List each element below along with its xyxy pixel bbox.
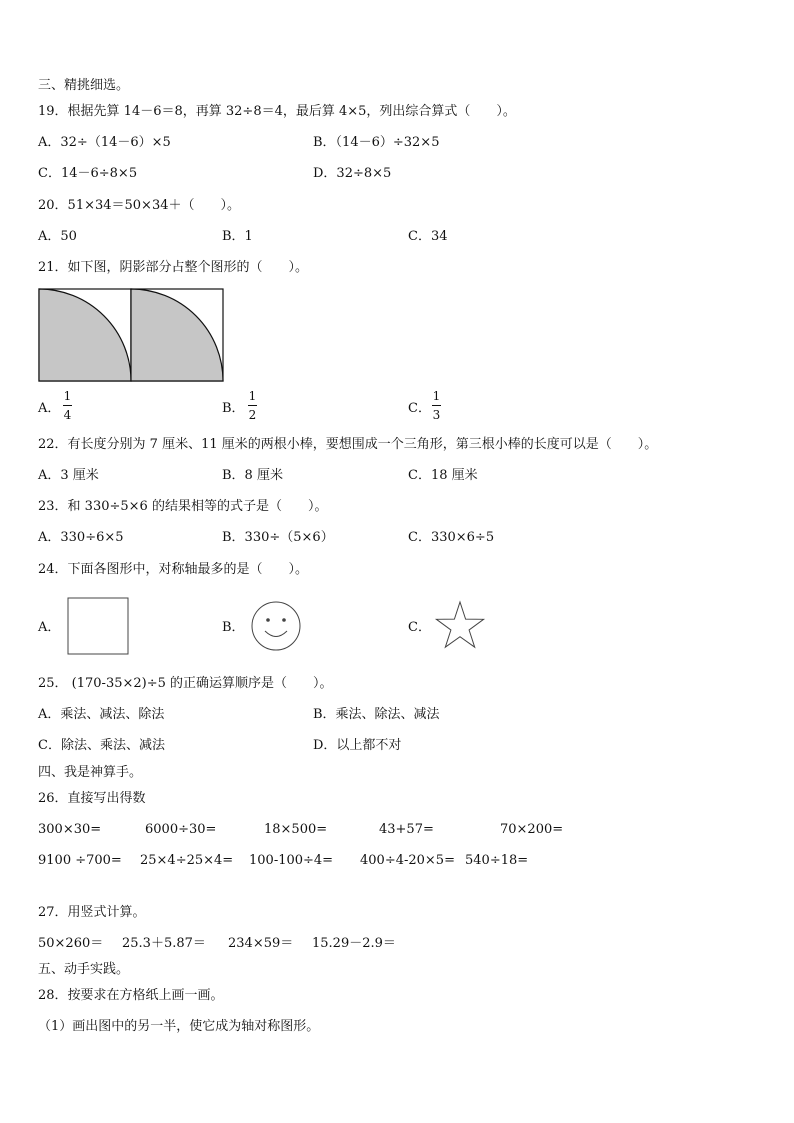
smiley-face-icon xyxy=(250,600,302,652)
square-icon xyxy=(66,596,130,656)
q24-option-a: A． xyxy=(38,620,61,635)
q19-option-c: C．14－6÷8×5 xyxy=(38,166,138,181)
section-heading-5: 五、动手实践。 xyxy=(38,962,130,977)
question-19-stem: 19．根据先算 14－6＝8，再算 32÷8＝4，最后算 4×5，列出综合算式（ ）。 xyxy=(38,104,516,119)
fraction-bar xyxy=(63,405,72,406)
q27-item: 15.29－2.9＝ xyxy=(312,936,396,951)
denominator: 3 xyxy=(432,408,441,422)
q26-item: 43+57= xyxy=(379,822,434,837)
question-26-stem: 26．直接写出得数 xyxy=(38,791,146,806)
q26-item: 100-100÷4= xyxy=(249,853,334,868)
q25-option-a: A．乘法、减法、除法 xyxy=(38,707,165,722)
q21-quarter-circle-figure xyxy=(38,288,224,382)
question-21-stem: 21．如下图，阴影部分占整个图形的（ ）。 xyxy=(38,260,309,275)
q27-item: 50×260＝ xyxy=(38,936,104,951)
q27-item: 25.3＋5.87＝ xyxy=(122,936,206,951)
q26-item: 25×4÷25×4= xyxy=(140,853,234,868)
denominator: 4 xyxy=(63,408,72,422)
q25-option-c: C．除法、乘法、减法 xyxy=(38,738,165,753)
denominator: 2 xyxy=(248,408,257,422)
q21-option-a-label: A． xyxy=(38,401,61,416)
q19-option-d: D．32÷8×5 xyxy=(313,166,392,181)
fraction-bar xyxy=(432,405,441,406)
question-28-stem: 28．按要求在方格纸上画一画。 xyxy=(38,988,224,1003)
q26-item: 9100 ÷700= xyxy=(38,853,122,868)
q26-item: 300×30= xyxy=(38,822,102,837)
q24-option-c: C． xyxy=(408,620,431,635)
q21-option-b-fraction xyxy=(248,389,257,422)
q23-option-c: C．330×6÷5 xyxy=(408,530,495,545)
section-heading-4: 四、我是神算手。 xyxy=(38,765,143,780)
q24-option-b: B． xyxy=(222,620,245,635)
question-25-stem: 25． (170-35×2)÷5 的正确运算顺序是（ ）。 xyxy=(38,676,333,691)
q27-item: 234×59＝ xyxy=(228,936,294,951)
numerator: 1 xyxy=(432,389,441,403)
q23-option-a: A．330÷6×5 xyxy=(38,530,124,545)
q25-option-b: B．乘法、除法、减法 xyxy=(313,707,440,722)
q21-option-a-fraction xyxy=(63,389,72,422)
q26-item: 18×500= xyxy=(264,822,328,837)
question-20-stem: 20．51×34＝50×34＋（ ）。 xyxy=(38,198,240,213)
q19-option-b: B．（14－6）÷32×5 xyxy=(313,135,440,150)
section-heading-3: 三、精挑细选。 xyxy=(38,78,130,93)
q21-option-c-fraction xyxy=(432,389,441,422)
q19-option-a: A．32÷（14－6）×5 xyxy=(38,135,171,150)
q22-option-b: B．8 厘米 xyxy=(222,468,283,483)
q21-option-b-label: B． xyxy=(222,401,245,416)
q20-option-a: A．50 xyxy=(38,229,77,244)
q23-option-b: B．330÷（5×6） xyxy=(222,530,334,545)
question-24-stem: 24．下面各图形中，对称轴最多的是（ ）。 xyxy=(38,562,309,577)
q26-item: 6000÷30= xyxy=(145,822,217,837)
numerator: 1 xyxy=(248,389,257,403)
fraction-bar xyxy=(248,405,257,406)
q25-option-d: D．以上都不对 xyxy=(313,738,402,753)
q20-option-c: C．34 xyxy=(408,229,448,244)
question-28-sub-1: （1）画出图中的另一半，使它成为轴对称图形。 xyxy=(38,1019,320,1034)
star-icon xyxy=(434,600,486,652)
q26-item: 70×200= xyxy=(500,822,564,837)
question-22-stem: 22．有长度分别为 7 厘米、11 厘米的两根小棒，要想围成一个三角形，第三根小棒的长度可以是（ ）。 xyxy=(38,437,658,452)
q26-item: 540÷18= xyxy=(465,853,529,868)
q22-option-a: A．3 厘米 xyxy=(38,468,99,483)
question-27-stem: 27．用竖式计算。 xyxy=(38,905,146,920)
q20-option-b: B．1 xyxy=(222,229,253,244)
q22-option-c: C．18 厘米 xyxy=(408,468,478,483)
q26-item: 400÷4-20×5= xyxy=(360,853,455,868)
numerator: 1 xyxy=(63,389,72,403)
q21-option-c-label: C． xyxy=(408,401,431,416)
question-23-stem: 23．和 330÷5×6 的结果相等的式子是（ ）。 xyxy=(38,499,328,514)
